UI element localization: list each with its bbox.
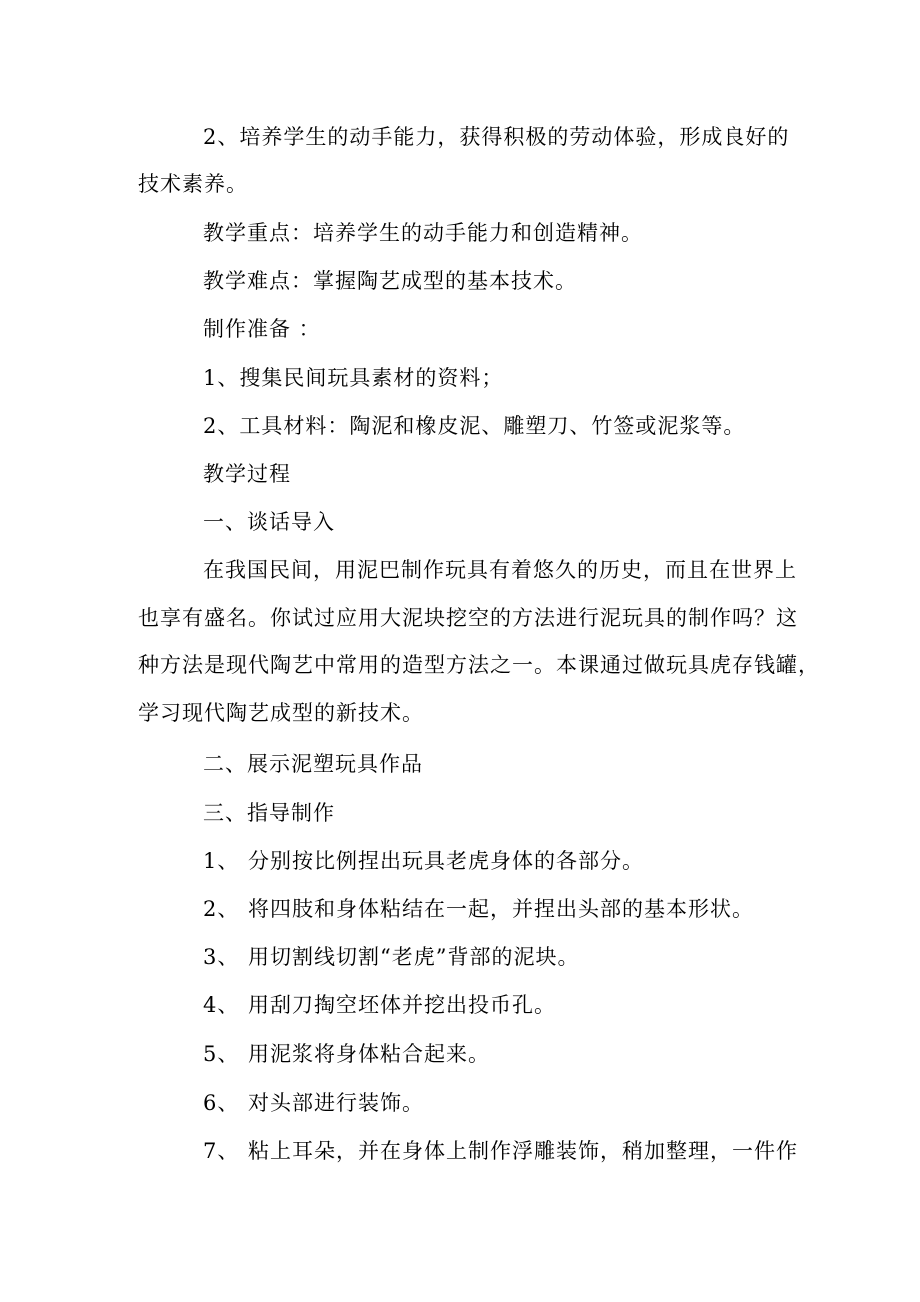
intro-paragraph-line-4: 学习现代陶艺成型的新技术。	[138, 701, 424, 725]
step-number: 7、	[203, 1139, 240, 1163]
teaching-focus: 教学重点：培养学生的动手能力和创造精神。	[203, 221, 643, 245]
teaching-difficulty: 教学难点：掌握陶艺成型的基本技术。	[203, 269, 577, 293]
step-number: 2、	[203, 897, 240, 921]
section-2-heading: 二、展示泥塑玩具作品	[203, 752, 423, 776]
step-text: 用切割线切割“老虎”背部的泥块。	[248, 945, 580, 969]
step-text: 对头部进行装饰。	[248, 1091, 424, 1115]
objective-2-line-2: 技术素养。	[138, 172, 248, 196]
step-text: 用泥浆将身体粘合起来。	[248, 1042, 490, 1066]
step-4	[203, 992, 556, 1018]
intro-paragraph-line-2: 也享有盛名。你试过应用大泥块挖空的方法进行泥玩具的制作吗？这	[138, 606, 798, 630]
step-1	[203, 848, 644, 874]
objective-2-line-1: 2、培养学生的动手能力，获得积极的劳动体验，形成良好的	[203, 125, 790, 149]
section-3-heading: 三、指导制作	[203, 801, 335, 825]
step-2	[203, 896, 754, 922]
preparation-heading: 制作准备 ：	[203, 317, 321, 341]
step-number: 6、	[203, 1091, 240, 1115]
section-1-heading: 一、谈话导入	[203, 510, 335, 534]
step-3	[203, 944, 579, 970]
step-7	[203, 1138, 798, 1164]
step-number: 4、	[203, 993, 240, 1017]
intro-paragraph-line-3: 种方法是现代陶艺中常用的造型方法之一。本课通过做玩具虎存钱罐，	[138, 653, 820, 677]
step-text: 粘上耳朵，并在身体上制作浮雕装饰，稍加整理，一件作	[248, 1139, 798, 1163]
step-text: 用刮刀掏空坯体并挖出投币孔。	[248, 993, 556, 1017]
intro-paragraph-line-1: 在我国民间，用泥巴制作玩具有着悠久的历史，而且在世界上	[203, 558, 797, 582]
preparation-item-2: 2、工具材料：陶泥和橡皮泥、雕塑刀、竹签或泥浆等。	[203, 414, 746, 438]
step-text: 将四肢和身体粘结在一起，并捏出头部的基本形状。	[248, 897, 754, 921]
step-number: 5、	[203, 1042, 240, 1066]
step-number: 1、	[203, 849, 240, 873]
step-5	[203, 1041, 490, 1067]
step-number: 3、	[203, 945, 240, 969]
step-text: 分别按比例捏出玩具老虎身体的各部分。	[248, 849, 644, 873]
step-6	[203, 1090, 424, 1116]
preparation-item-1: 1、搜集民间玩具素材的资料；	[203, 366, 504, 390]
teaching-process-heading: 教学过程	[203, 462, 291, 486]
